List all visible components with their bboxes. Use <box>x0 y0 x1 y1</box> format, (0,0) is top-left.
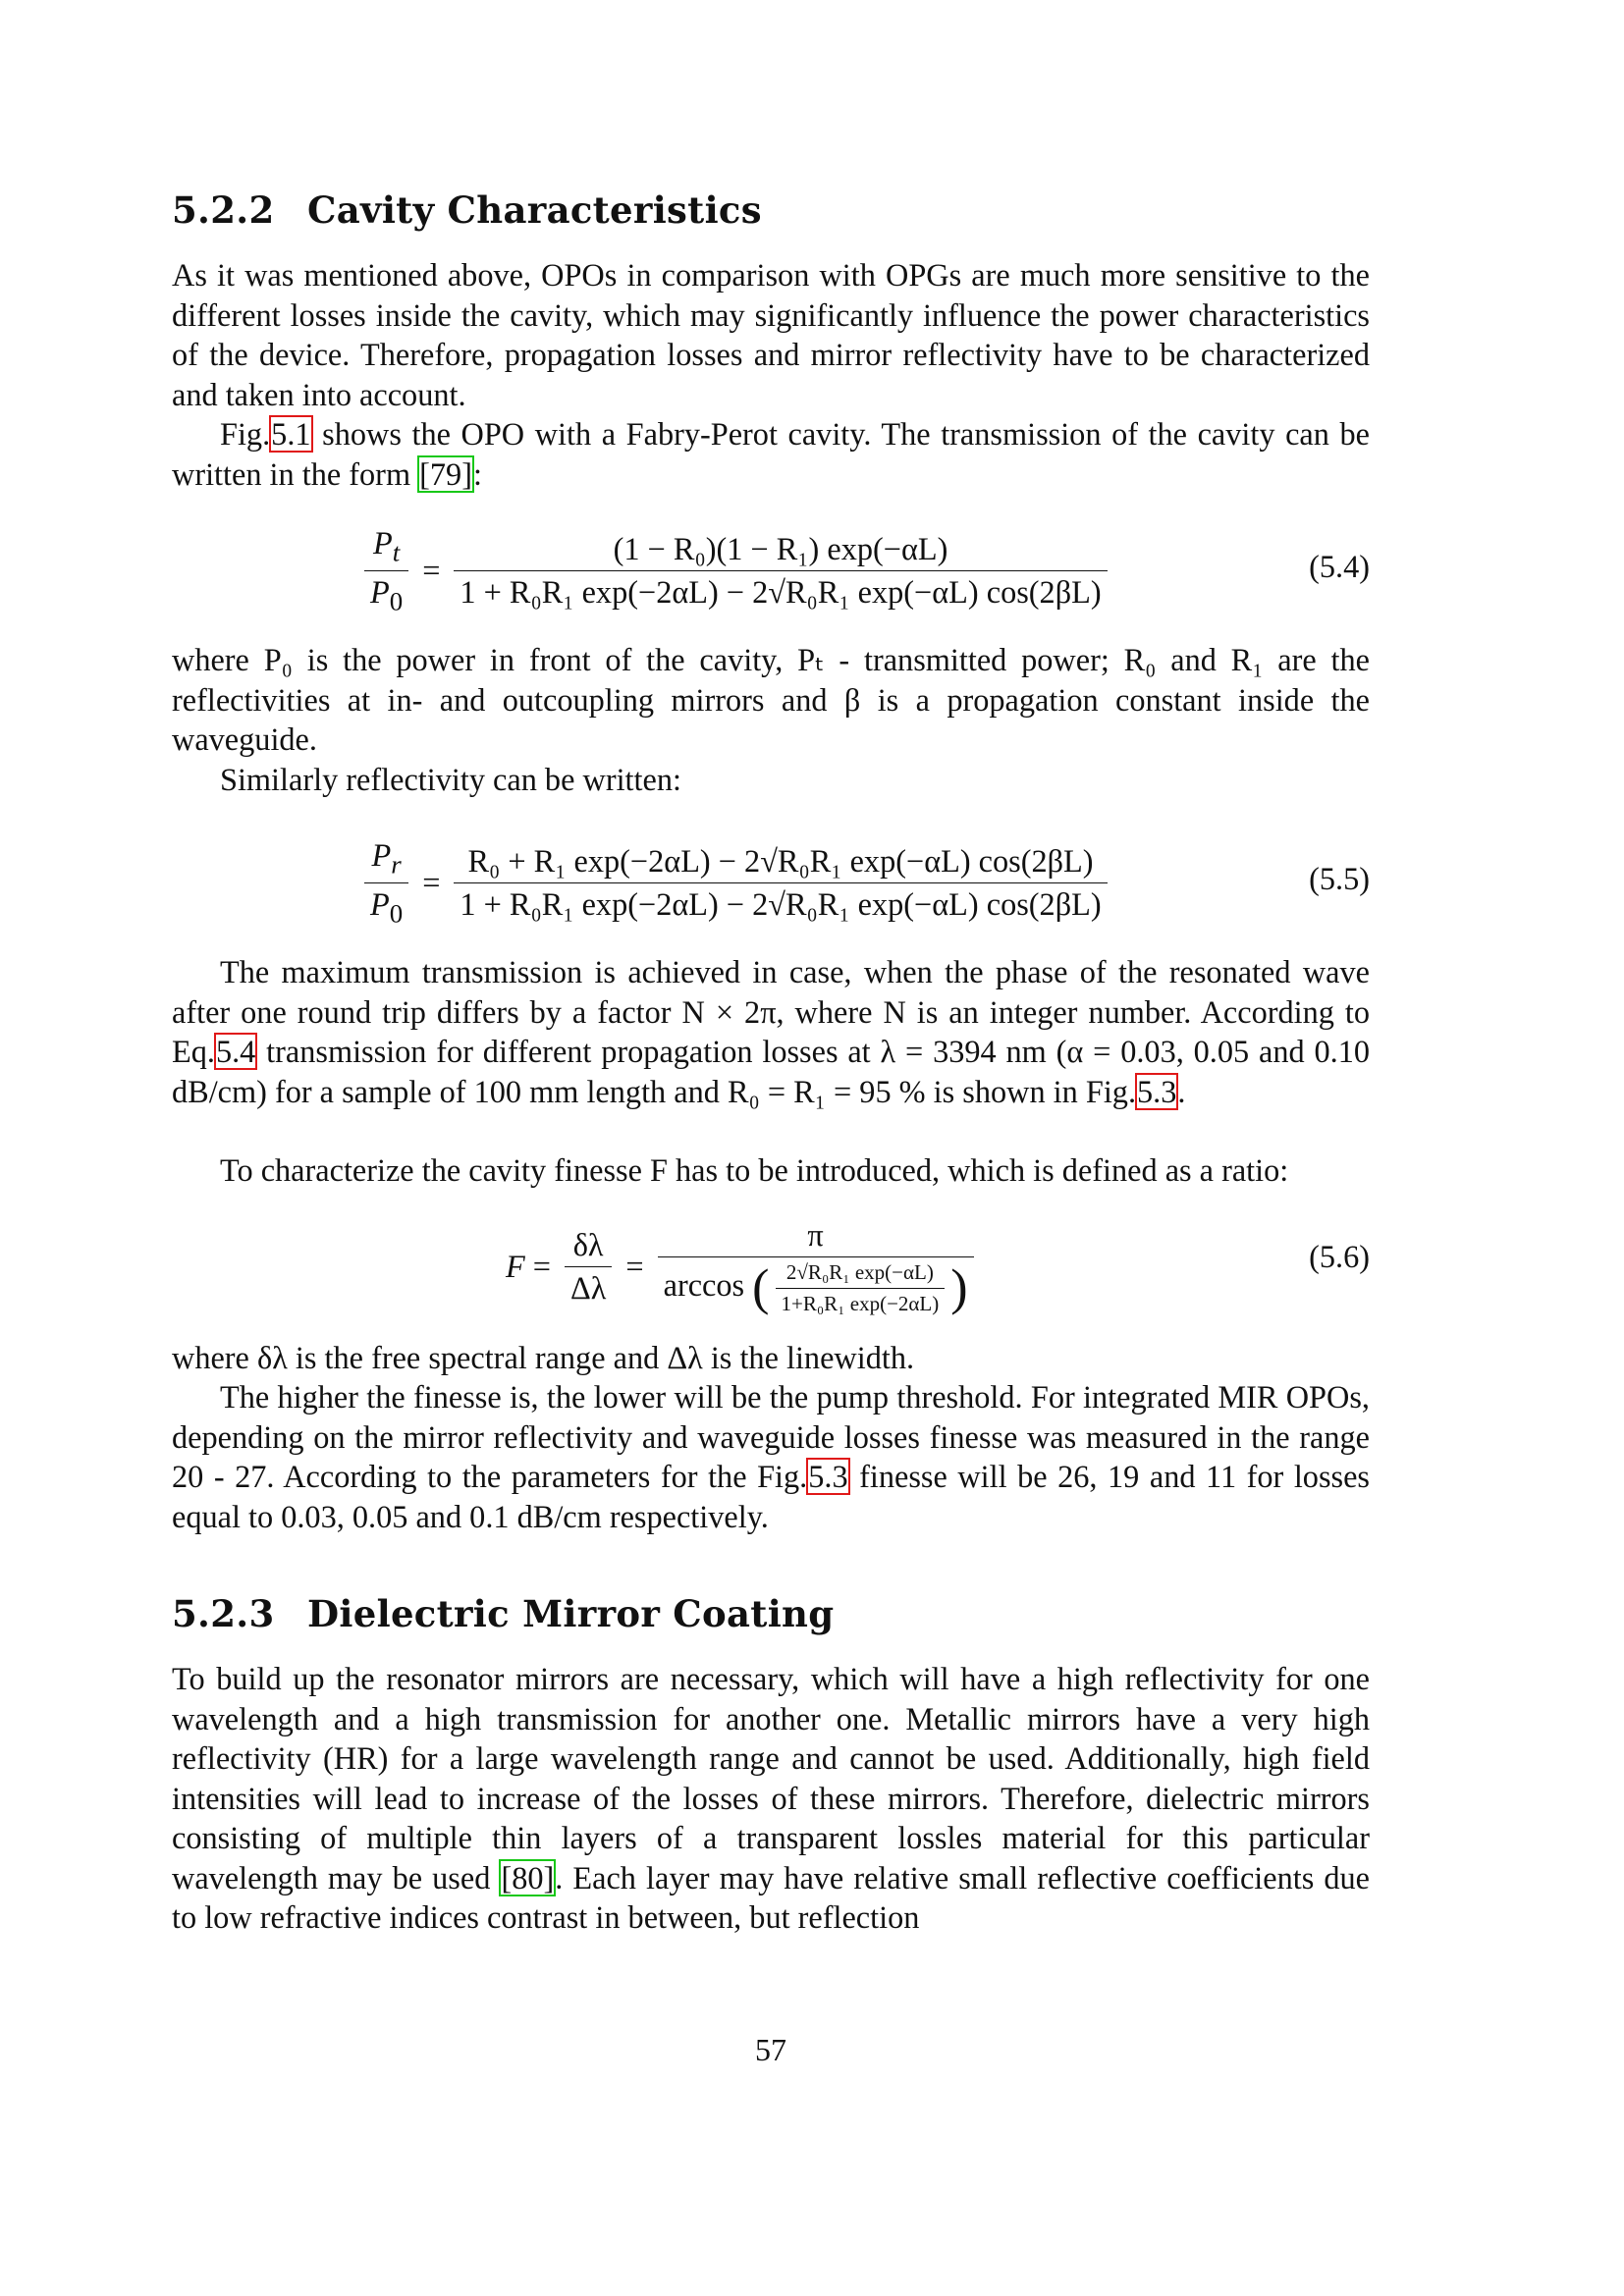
equation-5-5: $\frac{P_r}{P_0}$ = $\frac{\text{R₀ + R₁ exp(−2αL) − 2√R₀R₁ exp(−αL) cos(2βL)}}{\text{1 + R₀R₁ exp(−2αL) − 2√R₀R₁ exp(−αL) cos(2βL)}}$ (5.5) <box>172 837 1370 932</box>
paragraph-1: As it was mentioned above, OPOs in comparison with OPGs are much more sensitive to the different losses inside the cavity, which may significantly influence the power characteristics of the device. Therefore, propagation losses and mirror reflectivity have to be characterized and taken into account. <box>172 257 1370 412</box>
p5-text-post: . <box>1177 1073 1186 1109</box>
equation-5-4: $\frac{P_t}{P_0}$ = $\frac{\text{(1 − R₀)(1 − R₁) exp(−αL)}}{\text{1 + R₀R₁ exp(−2αL) − 2√R₀R₁ exp(−αL) cos(2βL)}}$ (5.4) <box>172 525 1370 619</box>
p5-text-mid: transmission for different propagation losses at λ = 3394 nm (α = 0.03, 0.05 and 0.10 dB/cm) for a sample of 100 mm length and R₀ = R₁ = 95 % is shown in Fig. <box>172 1034 1370 1109</box>
section-title: Dielectric Mirror Coating <box>307 1592 835 1635</box>
figure-link-5-3-b[interactable]: 5.3 <box>808 1459 848 1494</box>
paragraph-2 <box>172 414 1370 494</box>
eq54-lhs-num-sub: t <box>392 537 401 567</box>
p8-text-pre: The higher the finesse is, the lower will be the pump threshold. For integrated MIR OPOs, depending on the mirror reflectivity and waveguide losses finesse was measured in the range 20 - 27. According to the parameters for the Fig. <box>172 1379 1370 1494</box>
eq54-lhs-den-sub: 0 <box>389 586 404 616</box>
eq55-numerator: R₀ + R₁ exp(−2αL) − 2√R₀R₁ exp(−αL) cos(2βL) <box>467 843 1094 880</box>
page-number: 57 <box>755 2032 786 2067</box>
p8-text-post: finesse will be 26, 19 and 11 for losses equal to 0.03, 0.05 and 0.1 dB/cm respectively. <box>172 1459 1370 1534</box>
section-heading-5-2-2 <box>172 188 762 232</box>
section-heading-5-2-3 <box>172 1592 834 1635</box>
equation-number-5-4: (5.4) <box>1309 549 1370 584</box>
paragraph-8 <box>172 1377 1370 1536</box>
eq55-lhs-fraction <box>364 837 408 930</box>
eq56-inner-num: 2√R₀R₁ exp(−αL) <box>785 1260 934 1284</box>
equation-link-5-4[interactable]: 5.4 <box>215 1034 256 1069</box>
equation-number-5-5: (5.5) <box>1309 861 1370 896</box>
eq56-inner-den: 1+R₀R₁ exp(−2αL) <box>776 1288 946 1316</box>
paragraph-5 <box>172 952 1370 1111</box>
eq56-frac2-den: arccos ( $\frac{\text{2√R₀R₁ exp(−αL)}}{\text{1+R₀R₁ exp(−2αL)}}$ ) <box>658 1256 974 1316</box>
eq54-lhs-fraction <box>364 525 408 617</box>
eq54-lhs-den: P <box>370 574 390 611</box>
p9-text-post: . Each layer may have relative small reflective coefficients due to low refractive indices contrast in between, but reflection <box>172 1859 1370 1935</box>
eq55-rhs-fraction <box>454 843 1107 923</box>
section-number: 5.2.2 <box>172 188 275 232</box>
paragraph-9 <box>172 1659 1370 1938</box>
eq56-frac1-num: δλ <box>572 1227 604 1262</box>
eq55-lhs-den: P <box>370 886 390 923</box>
eq56-arccos: arccos <box>663 1266 745 1303</box>
p2-text-post: : <box>472 455 482 492</box>
equation-number-5-6: (5.6) <box>1309 1239 1370 1274</box>
paragraph-3: where P₀ is the power in front of the cavity, Pₜ - transmitted power; R₀ and R₁ are the reflectivities at in- and outcoupling mirrors and β is a propagation constant inside the waveguide. <box>172 642 1370 757</box>
eq55-lhs-num-sub: r <box>391 849 402 880</box>
eq56-frac1 <box>565 1227 612 1307</box>
eq54-numerator: (1 − R₀)(1 − R₁) exp(−αL) <box>613 531 948 567</box>
eq54-denominator: 1 + R₀R₁ exp(−2αL) − 2√R₀R₁ exp(−αL) cos(2βL) <box>454 570 1107 611</box>
figure-link-5-3[interactable]: 5.3 <box>1137 1073 1177 1109</box>
p9-text-pre: To build up the resonator mirrors are necessary, which will have a high reflectivity for one wavelength and a high transmission for another one. Metallic mirrors have a very high reflectivity (HR) for a large wavelength range and cannot be used. Additionally, high field intensities will lead to increase of the losses of these mirrors. Therefore, dielectric mirrors consisting of multiple thin layers of a transparent lossles material for this particular wavelength may be used <box>172 1661 1370 1896</box>
eq56-frac2 <box>658 1217 974 1316</box>
eq56-frac1-den: Δλ <box>565 1266 612 1307</box>
section-title: Cavity Characteristics <box>307 188 762 232</box>
section-number: 5.2.3 <box>172 1592 275 1635</box>
eq54-rhs-fraction <box>454 531 1107 611</box>
p2-text-pre: Fig. <box>220 416 271 452</box>
eq55-lhs-num: P <box>371 837 392 873</box>
eq56-lhs: F <box>506 1249 525 1284</box>
eq55-lhs-den-sub: 0 <box>389 898 404 929</box>
p2-text-mid: shows the OPO with a Fabry-Perot cavity. The transmission of the cavity can be written in the form <box>172 416 1370 492</box>
paragraph-4: Similarly reflectivity can be written: <box>220 762 681 797</box>
eq56-inner-fraction <box>776 1260 946 1316</box>
eq56-frac2-num: π <box>807 1217 824 1253</box>
citation-link-79[interactable]: [79] <box>419 455 472 492</box>
paragraph-7: where δλ is the free spectral range and Δλ is the linewidth. <box>172 1340 915 1375</box>
equation-5-6: F = $\frac{\delta\lambda}{\Delta\lambda}$ = π arccos ( $\frac{\text{2√R₀R₁ exp(−αL)}}{\text{1+R₀R₁ exp(−2αL)}}$ ) (5.6) <box>506 1217 1370 1316</box>
eq55-denominator: 1 + R₀R₁ exp(−2αL) − 2√R₀R₁ exp(−αL) cos(2βL) <box>454 882 1107 923</box>
p5-text-pre: The maximum transmission is achieved in case, when the phase of the resonated wave after one round trip differs by a factor N × 2π, where N is an integer number. According to Eq. <box>172 954 1370 1069</box>
paragraph-6: To characterize the cavity finesse F has to be introduced, which is defined as a ratio: <box>220 1152 1289 1188</box>
citation-link-80[interactable]: [80] <box>501 1859 555 1896</box>
eq54-lhs-num: P <box>372 525 393 561</box>
figure-link-5-1[interactable]: 5.1 <box>271 416 311 452</box>
